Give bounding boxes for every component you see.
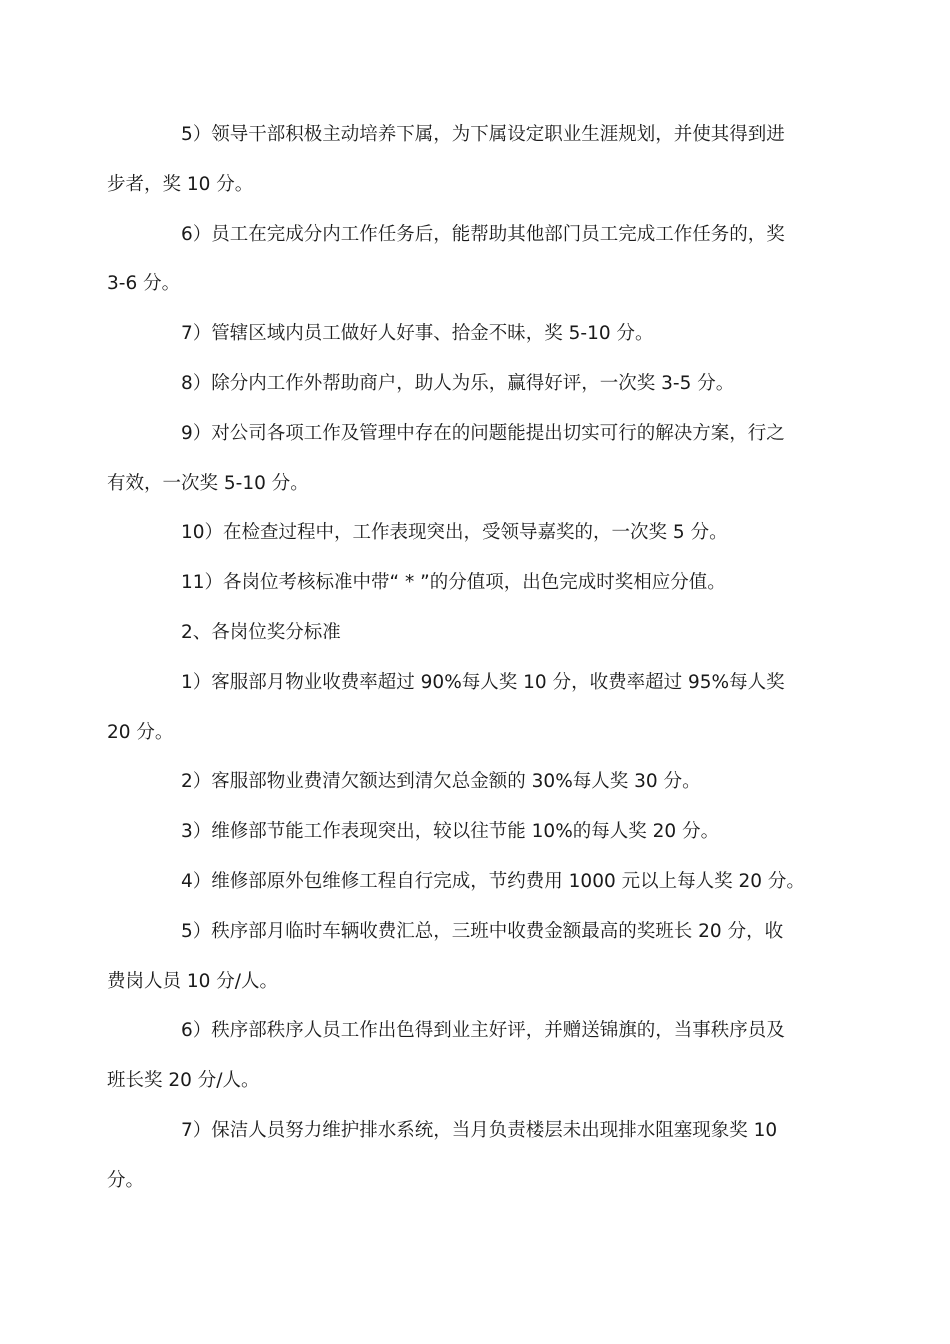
paragraph-post-reward-3 (144, 807, 810, 857)
document-body (107, 110, 810, 1206)
paragraph-reward-5 (107, 110, 810, 210)
paragraph-post-reward-6 (107, 1006, 810, 1106)
text-line: 10）在检查过程中，工作表现突出，受领导嘉奖的，一次奖 5 分。 (181, 522, 728, 544)
text-line: 4）维修部原外包维修工程自行完成，节约费用 1000 元以上每人奖 20 分。 (181, 870, 805, 892)
paragraph-reward-9 (107, 409, 810, 509)
text-line: 分。 (107, 1169, 145, 1191)
paragraph-reward-6 (107, 210, 810, 310)
paragraph-reward-8 (144, 359, 810, 409)
text-line: 3）维修部节能工作表现突出，较以往节能 10%的每人奖 20 分。 (181, 821, 720, 843)
text-line: 9）对公司各项工作及管理中存在的问题能提出切实可行的解决方案，行之 (181, 422, 785, 444)
text-line: 20 分。 (107, 721, 174, 743)
text-line: 班长奖 20 分/人。 (107, 1070, 260, 1092)
paragraph-reward-7 (144, 309, 810, 359)
paragraph-post-reward-4 (144, 857, 810, 907)
paragraph-post-reward-5 (107, 907, 810, 1007)
paragraph-reward-11 (144, 558, 810, 608)
text-line: 8）除分内工作外帮助商户，助人为乐，赢得好评，一次奖 3-5 分。 (181, 372, 735, 394)
text-line: 3-6 分。 (107, 273, 181, 295)
text-line: 有效，一次奖 5-10 分。 (107, 472, 309, 494)
text-line: 6）员工在完成分内工作任务后，能帮助其他部门员工完成工作任务的，奖 (181, 223, 785, 245)
text-line: 7）管辖区域内员工做好人好事、拾金不昧，奖 5-10 分。 (181, 323, 654, 345)
text-line: 11）各岗位考核标准中带“ * ”的分值项，出色完成时奖相应分值。 (181, 572, 726, 594)
section-heading-post-rewards (144, 608, 810, 658)
text-line: 1）客服部月物业收费率超过 90%每人奖 10 分，收费率超过 95%每人奖 (181, 671, 785, 693)
paragraph-post-reward-1 (107, 658, 810, 758)
paragraph-post-reward-2 (144, 757, 810, 807)
text-line: 6）秩序部秩序人员工作出色得到业主好评，并赠送锦旗的，当事秩序员及 (181, 1020, 785, 1042)
text-line: 5）秩序部月临时车辆收费汇总，三班中收费金额最高的奖班长 20 分，收 (181, 920, 784, 942)
text-line: 费岗人员 10 分/人。 (107, 970, 279, 992)
text-line: 步者，奖 10 分。 (107, 173, 254, 195)
text-line: 7）保洁人员努力维护排水系统，当月负责楼层未出现排水阻塞现象奖 10 (181, 1119, 778, 1141)
text-line: 2、各岗位奖分标准 (181, 621, 341, 643)
text-line: 2）客服部物业费清欠额达到清欠总金额的 30%每人奖 30 分。 (181, 771, 701, 793)
text-line: 5）领导干部积极主动培养下属，为下属设定职业生涯规划，并使其得到进 (181, 124, 785, 145)
paragraph-reward-10 (144, 508, 810, 558)
paragraph-post-reward-7 (107, 1106, 810, 1206)
